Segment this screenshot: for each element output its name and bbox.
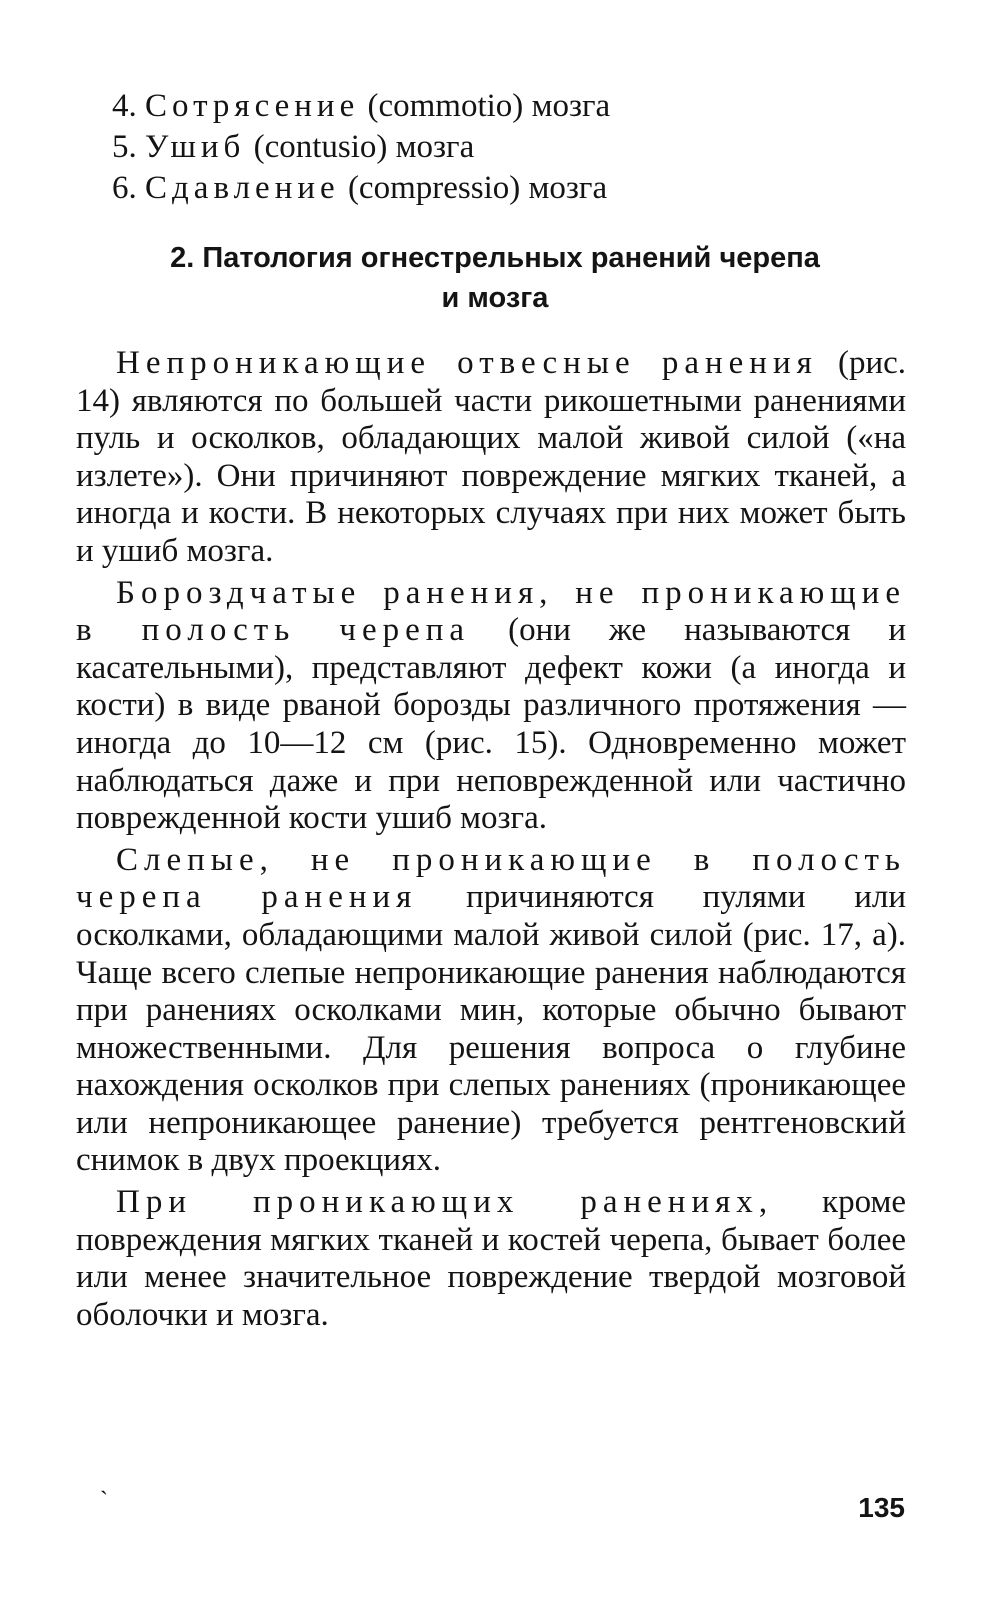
paragraph bbox=[76, 345, 906, 571]
section-heading bbox=[80, 238, 910, 318]
paragraph bbox=[76, 842, 906, 1180]
list-item bbox=[112, 86, 812, 127]
list-item-latin: (compressio) bbox=[347, 170, 521, 206]
paragraph bbox=[76, 1184, 906, 1334]
list-item bbox=[112, 127, 812, 168]
section-heading-line-2: и мозга bbox=[441, 282, 549, 314]
paragraph-lead-term: Непроникающие отвесные ранения bbox=[116, 345, 818, 381]
list-item-number: 5. bbox=[112, 129, 137, 165]
list-item-number: 4. bbox=[112, 88, 137, 124]
list-item-tail: мозга bbox=[531, 88, 611, 124]
paragraph-lead-term: Бороздчатые ранения, не проникающие в полость черепа bbox=[76, 574, 906, 649]
list-item-term: Ушиб bbox=[145, 129, 246, 165]
paragraph bbox=[76, 575, 906, 838]
paragraph-text: (они же называются и касательными), представляют дефект кожи (а иногда и кости) в виде рваной борозды различного протяжения — иногда до 10—12 см (рис. 15). Одновременно может наблюдаться даже и при неповрежденной или частично поврежденной кости ушиб мозга. bbox=[76, 612, 906, 837]
paragraph-text: причиняются пулями или осколками, обладающими малой живой силой (рис. 17, а). Чаще всего слепые непроникающие ранения наблюдаются при ранениях осколками мин, которые обычно бывают множественными. Для решения вопроса о глубине нахождения осколков при слепых ранениях (проникающее или непроникающее ранение) требуется рентгеновский снимок в двух проекциях. bbox=[76, 879, 906, 1179]
body-text bbox=[76, 345, 906, 1338]
list-item-tail: мозга bbox=[395, 129, 475, 165]
section-heading-line-1: 2. Патология огнестрельных ранений черепа bbox=[170, 242, 820, 274]
list-item-term: Сотрясение bbox=[145, 88, 360, 124]
list-item-term: Сдавление bbox=[145, 170, 340, 206]
page-number: 135 bbox=[858, 1492, 905, 1523]
paragraph-lead-term: Слепые, не проникающие в полость черепа ранения bbox=[76, 841, 906, 916]
list-item-latin: (contusio) bbox=[253, 129, 388, 165]
list-item bbox=[112, 168, 812, 209]
paragraph-lead-term: При проникающих ранениях bbox=[116, 1184, 759, 1221]
paragraph-text: , кроме повреждения мягких тканей и костей черепа, бывает более или менее значительное повреждение твердой мозговой оболочки и мозга. bbox=[76, 1184, 906, 1333]
list-item-number: 6. bbox=[112, 170, 137, 206]
classification-list bbox=[112, 86, 812, 209]
print-speck: ` bbox=[100, 1488, 108, 1514]
list-item-tail: мозга bbox=[528, 170, 608, 206]
paragraph-text: (рис. 14) являются по большей части рикошетными ранениями пуль и осколков, обладающих малой живой силой («на излете»). Они причиняют повреждение мягких тканей, а иногда и кости. В некоторых случаях при них может быть и ушиб мозга. bbox=[76, 345, 906, 569]
list-item-latin: (commotio) bbox=[367, 88, 524, 124]
